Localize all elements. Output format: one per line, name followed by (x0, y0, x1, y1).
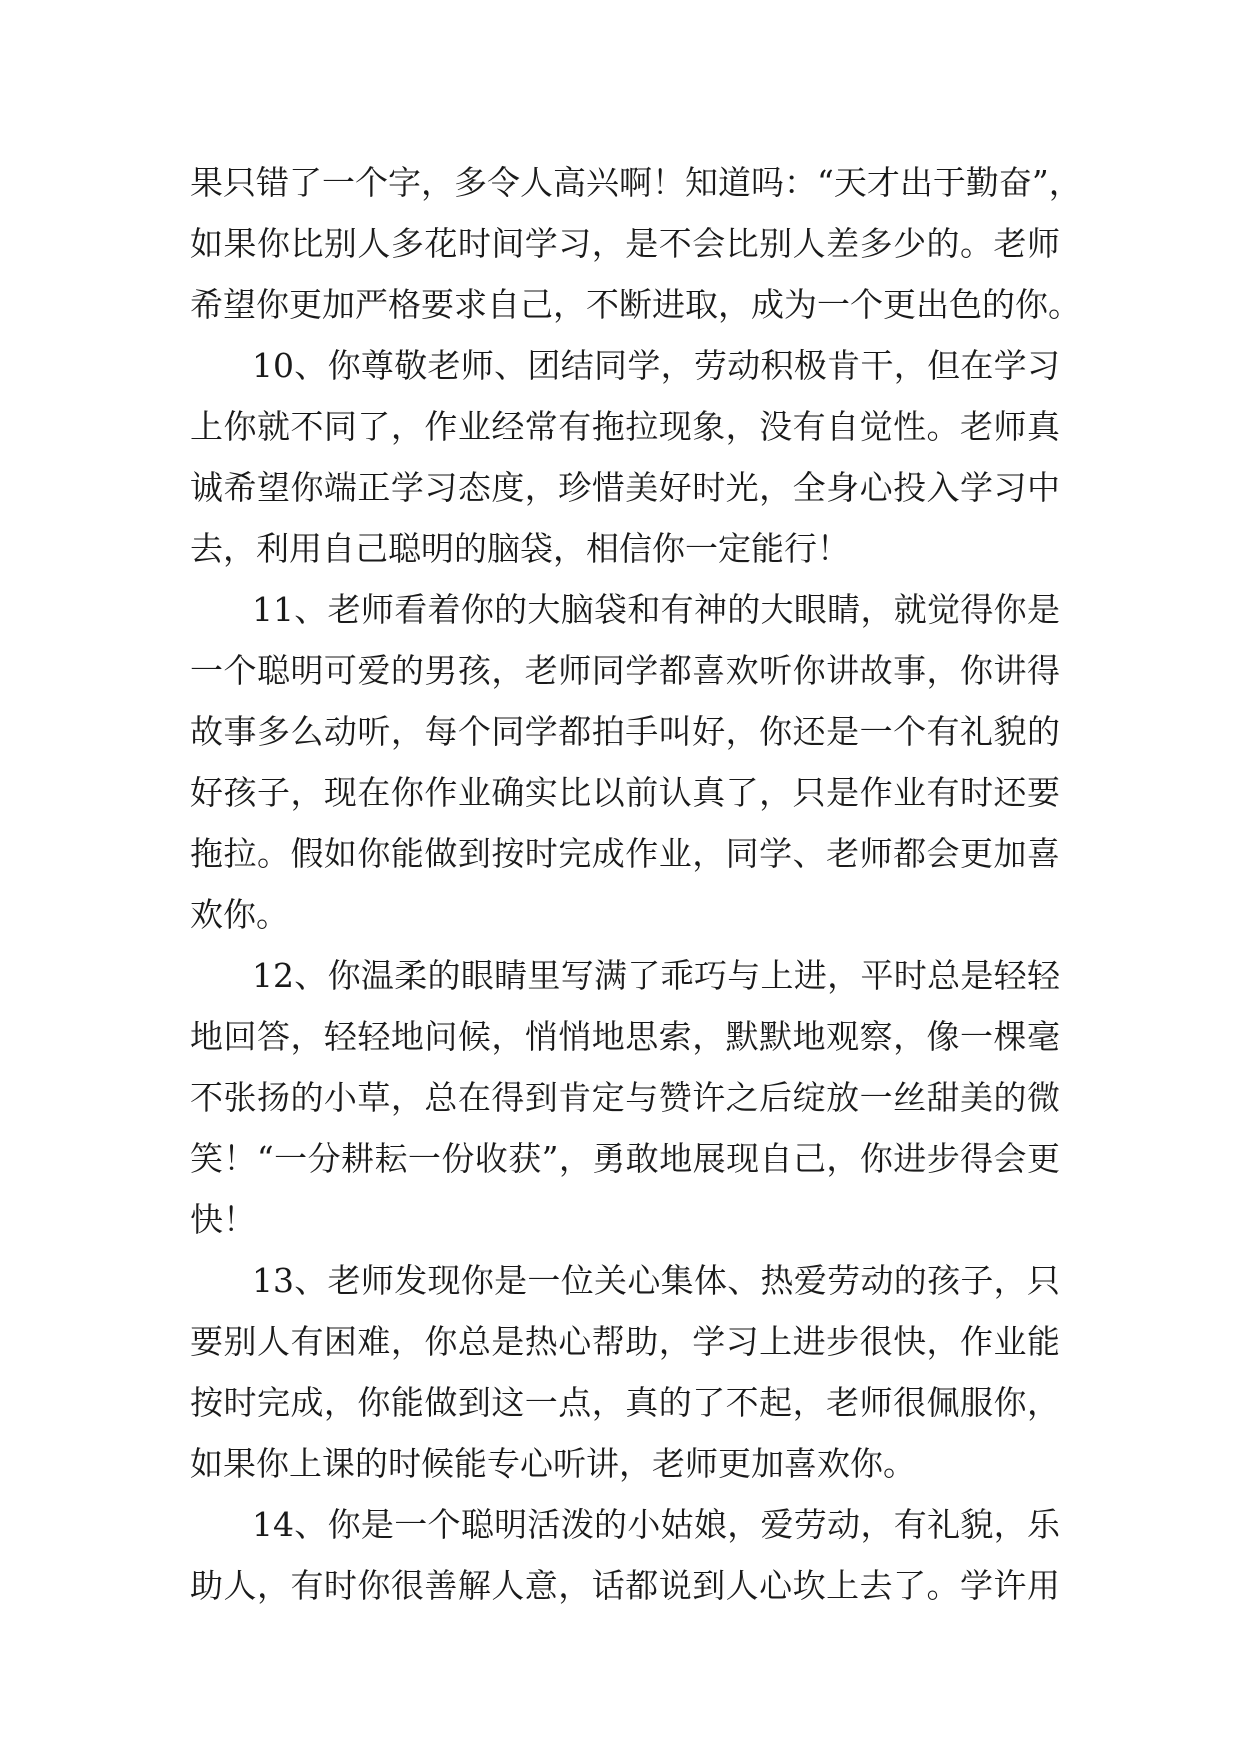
text-line: 地回答，轻轻地问候，悄悄地思索，默默地观察，像一棵毫 (190, 1017, 1060, 1056)
text-line: 好孩子，现在你作业确实比以前认真了，只是作业有时还要 (190, 773, 1060, 812)
text-line: 希望你更加严格要求自己，不断进取，成为一个更出色的你。 (190, 285, 1081, 324)
text-line: 不张扬的小草，总在得到肯定与赞许之后绽放一丝甜美的微 (190, 1078, 1060, 1117)
paragraph-start-13: 13、老师发现你是一位关心集体、热爱劳动的孩子，只 (252, 1261, 1060, 1300)
text-line: 欢你。 (190, 895, 289, 934)
text-line: 拖拉。假如你能做到按时完成作业，同学、老师都会更加喜 (190, 834, 1060, 873)
text-line: 快！ (190, 1200, 256, 1239)
text-line: 一个聪明可爱的男孩，老师同学都喜欢听你讲故事，你讲得 (190, 651, 1060, 690)
text-line: 果只错了一个字，多令人高兴啊！知道吗：“天才出于勤奋”， (190, 163, 1082, 202)
text-line: 去，利用自己聪明的脑袋，相信你一定能行！ (190, 529, 850, 568)
text-line: 如果你上课的时候能专心听讲，老师更加喜欢你。 (190, 1444, 916, 1483)
paragraph-start-14: 14、你是一个聪明活泼的小姑娘，爱劳动，有礼貌，乐 (252, 1505, 1060, 1544)
text-line: 故事多么动听，每个同学都拍手叫好，你还是一个有礼貌的 (190, 712, 1060, 751)
paragraph-start-12: 12、你温柔的眼睛里写满了乖巧与上进，平时总是轻轻 (252, 956, 1060, 995)
text-line: 按时完成，你能做到这一点，真的了不起，老师很佩服你， (190, 1383, 1060, 1422)
text-line: 要别人有困难，你总是热心帮助，学习上进步很快，作业能 (190, 1322, 1060, 1361)
text-line: 如果你比别人多花时间学习，是不会比别人差多少的。老师 (190, 224, 1060, 263)
text-line: 笑！“一分耕耘一份收获”，勇敢地展现自己，你进步得会更 (190, 1139, 1060, 1178)
paragraph-start-11: 11、老师看着你的大脑袋和有神的大眼睛，就觉得你是 (252, 590, 1060, 629)
text-line: 上你就不同了，作业经常有拖拉现象，没有自觉性。老师真 (190, 407, 1060, 446)
paragraph-start-10: 10、你尊敬老师、团结同学，劳动积极肯干，但在学习 (252, 346, 1060, 385)
text-line: 诚希望你端正学习态度，珍惜美好时光，全身心投入学习中 (190, 468, 1060, 507)
text-line: 助人，有时你很善解人意，话都说到人心坎上去了。学许用 (190, 1566, 1060, 1605)
